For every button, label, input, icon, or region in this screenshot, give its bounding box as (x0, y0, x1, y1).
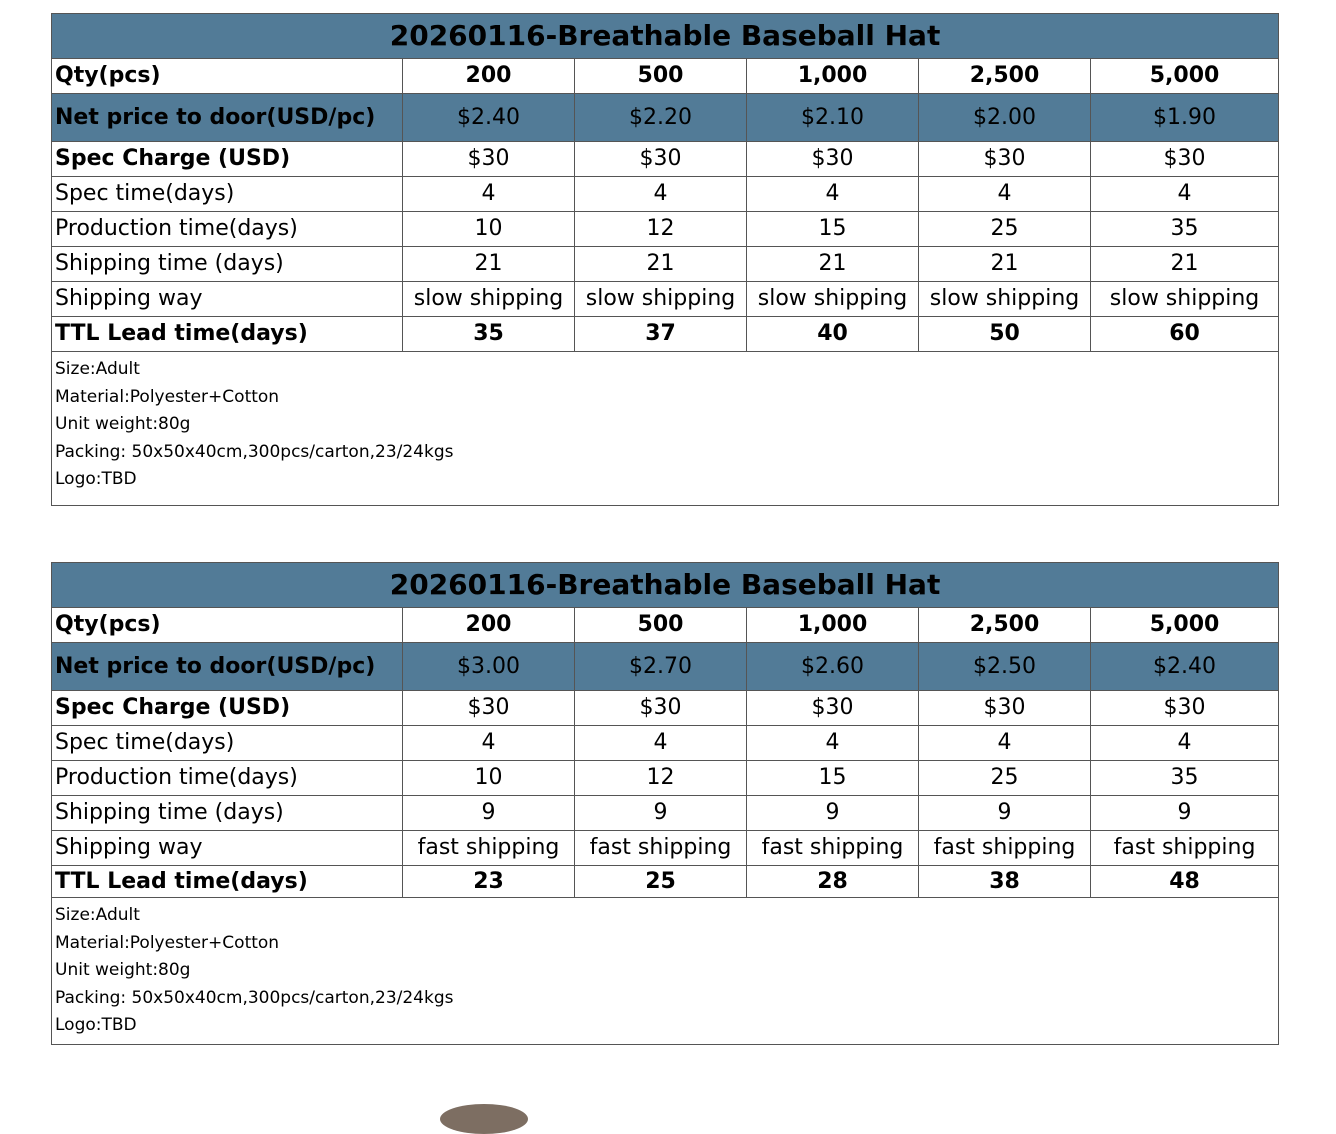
spec-charge-cell: $30 (919, 142, 1091, 177)
spec-time-label: Spec time(days) (52, 177, 403, 212)
spec-time-cell: 4 (919, 726, 1091, 761)
price-table-fast-shipping (51, 562, 1279, 1045)
production-time-cell: 10 (403, 761, 575, 796)
product-notes (52, 898, 1279, 1045)
table-title: 20260116-Breathable Baseball Hat (52, 14, 1279, 59)
production-time-cell: 10 (403, 212, 575, 247)
lead-time-cell: 28 (747, 866, 919, 898)
production-time-cell: 25 (919, 212, 1091, 247)
qty-label: Qty(pcs) (52, 608, 403, 643)
shipping-way-cell: slow shipping (403, 282, 575, 317)
shipping-time-cell: 21 (747, 247, 919, 282)
spec-time-label: Spec time(days) (52, 726, 403, 761)
qty-cell: 200 (403, 608, 575, 643)
table-title: 20260116-Breathable Baseball Hat (52, 563, 1279, 608)
note-unit-weight: Unit weight:80g (55, 414, 191, 434)
qty-cell: 500 (575, 608, 747, 643)
spec-charge-cell: $30 (747, 142, 919, 177)
note-logo: Logo:TBD (55, 1015, 137, 1035)
net-price-cell: $2.50 (919, 643, 1091, 691)
net-price-cell: $3.00 (403, 643, 575, 691)
spec-charge-cell: $30 (403, 691, 575, 726)
shipping-way-cell: fast shipping (919, 831, 1091, 866)
shipping-time-label: Shipping time (days) (52, 796, 403, 831)
spec-charge-cell: $30 (575, 691, 747, 726)
net-price-cell: $2.10 (747, 94, 919, 142)
spec-charge-cell: $30 (1091, 142, 1279, 177)
production-time-label: Production time(days) (52, 761, 403, 796)
lead-time-cell: 40 (747, 317, 919, 352)
shipping-way-cell: slow shipping (575, 282, 747, 317)
spec-time-cell: 4 (403, 726, 575, 761)
net-price-cell: $2.20 (575, 94, 747, 142)
qty-cell: 5,000 (1091, 59, 1279, 94)
note-packing: Packing: 50x50x40cm,300pcs/carton,23/24kgs (55, 987, 454, 1008)
note-packing: Packing: 50x50x40cm,300pcs/carton,23/24kgs (55, 441, 454, 462)
lead-time-cell: 60 (1091, 317, 1279, 352)
shipping-way-cell: slow shipping (747, 282, 919, 317)
lead-time-cell: 25 (575, 866, 747, 898)
net-price-cell: $1.90 (1091, 94, 1279, 142)
net-price-cell: $2.00 (919, 94, 1091, 142)
product-photo-edge (440, 1104, 528, 1134)
shipping-way-cell: slow shipping (919, 282, 1091, 317)
net-price-label: Net price to door(USD/pc) (52, 94, 403, 142)
spec-charge-cell: $30 (1091, 691, 1279, 726)
spec-charge-label: Spec Charge (USD) (52, 142, 403, 177)
shipping-way-cell: fast shipping (747, 831, 919, 866)
note-size: Size:Adult (55, 359, 140, 379)
spec-charge-label: Spec Charge (USD) (52, 691, 403, 726)
net-price-cell: $2.70 (575, 643, 747, 691)
lead-time-cell: 35 (403, 317, 575, 352)
note-material: Material:Polyester+Cotton (55, 386, 280, 407)
spec-time-cell: 4 (747, 177, 919, 212)
lead-time-cell: 23 (403, 866, 575, 898)
net-price-cell: $2.60 (747, 643, 919, 691)
qty-cell: 500 (575, 59, 747, 94)
production-time-label: Production time(days) (52, 212, 403, 247)
spec-time-cell: 4 (1091, 177, 1279, 212)
shipping-time-cell: 9 (747, 796, 919, 831)
lead-time-cell: 48 (1091, 866, 1279, 898)
qty-cell: 1,000 (747, 608, 919, 643)
qty-cell: 1,000 (747, 59, 919, 94)
shipping-way-cell: fast shipping (403, 831, 575, 866)
spec-time-cell: 4 (919, 177, 1091, 212)
net-price-label: Net price to door(USD/pc) (52, 643, 403, 691)
shipping-way-cell: fast shipping (1091, 831, 1279, 866)
production-time-cell: 25 (919, 761, 1091, 796)
net-price-cell: $2.40 (1091, 643, 1279, 691)
shipping-time-label: Shipping time (days) (52, 247, 403, 282)
shipping-time-cell: 21 (1091, 247, 1279, 282)
note-size: Size:Adult (55, 905, 140, 925)
lead-time-label: TTL Lead time(days) (52, 317, 403, 352)
spec-charge-cell: $30 (575, 142, 747, 177)
note-logo: Logo:TBD (55, 469, 137, 489)
shipping-time-cell: 21 (403, 247, 575, 282)
shipping-way-label: Shipping way (52, 282, 403, 317)
qty-label: Qty(pcs) (52, 59, 403, 94)
note-material: Material:Polyester+Cotton (55, 932, 280, 953)
shipping-way-cell: fast shipping (575, 831, 747, 866)
shipping-time-cell: 9 (1091, 796, 1279, 831)
spec-time-cell: 4 (575, 726, 747, 761)
spec-charge-cell: $30 (403, 142, 575, 177)
lead-time-cell: 50 (919, 317, 1091, 352)
spec-time-cell: 4 (747, 726, 919, 761)
shipping-time-cell: 21 (919, 247, 1091, 282)
shipping-time-cell: 21 (575, 247, 747, 282)
shipping-time-cell: 9 (575, 796, 747, 831)
qty-cell: 2,500 (919, 59, 1091, 94)
production-time-cell: 12 (575, 212, 747, 247)
shipping-time-cell: 9 (919, 796, 1091, 831)
shipping-way-label: Shipping way (52, 831, 403, 866)
spec-time-cell: 4 (1091, 726, 1279, 761)
qty-cell: 200 (403, 59, 575, 94)
spec-time-cell: 4 (575, 177, 747, 212)
shipping-way-cell: slow shipping (1091, 282, 1279, 317)
spec-charge-cell: $30 (919, 691, 1091, 726)
production-time-cell: 35 (1091, 761, 1279, 796)
spec-time-cell: 4 (403, 177, 575, 212)
production-time-cell: 35 (1091, 212, 1279, 247)
note-unit-weight: Unit weight:80g (55, 960, 191, 980)
qty-cell: 2,500 (919, 608, 1091, 643)
lead-time-cell: 37 (575, 317, 747, 352)
shipping-time-cell: 9 (403, 796, 575, 831)
qty-cell: 5,000 (1091, 608, 1279, 643)
lead-time-cell: 38 (919, 866, 1091, 898)
production-time-cell: 15 (747, 212, 919, 247)
production-time-cell: 12 (575, 761, 747, 796)
price-table-slow-shipping (51, 13, 1279, 506)
spec-charge-cell: $30 (747, 691, 919, 726)
production-time-cell: 15 (747, 761, 919, 796)
lead-time-label: TTL Lead time(days) (52, 866, 403, 898)
net-price-cell: $2.40 (403, 94, 575, 142)
product-notes (52, 352, 1279, 506)
